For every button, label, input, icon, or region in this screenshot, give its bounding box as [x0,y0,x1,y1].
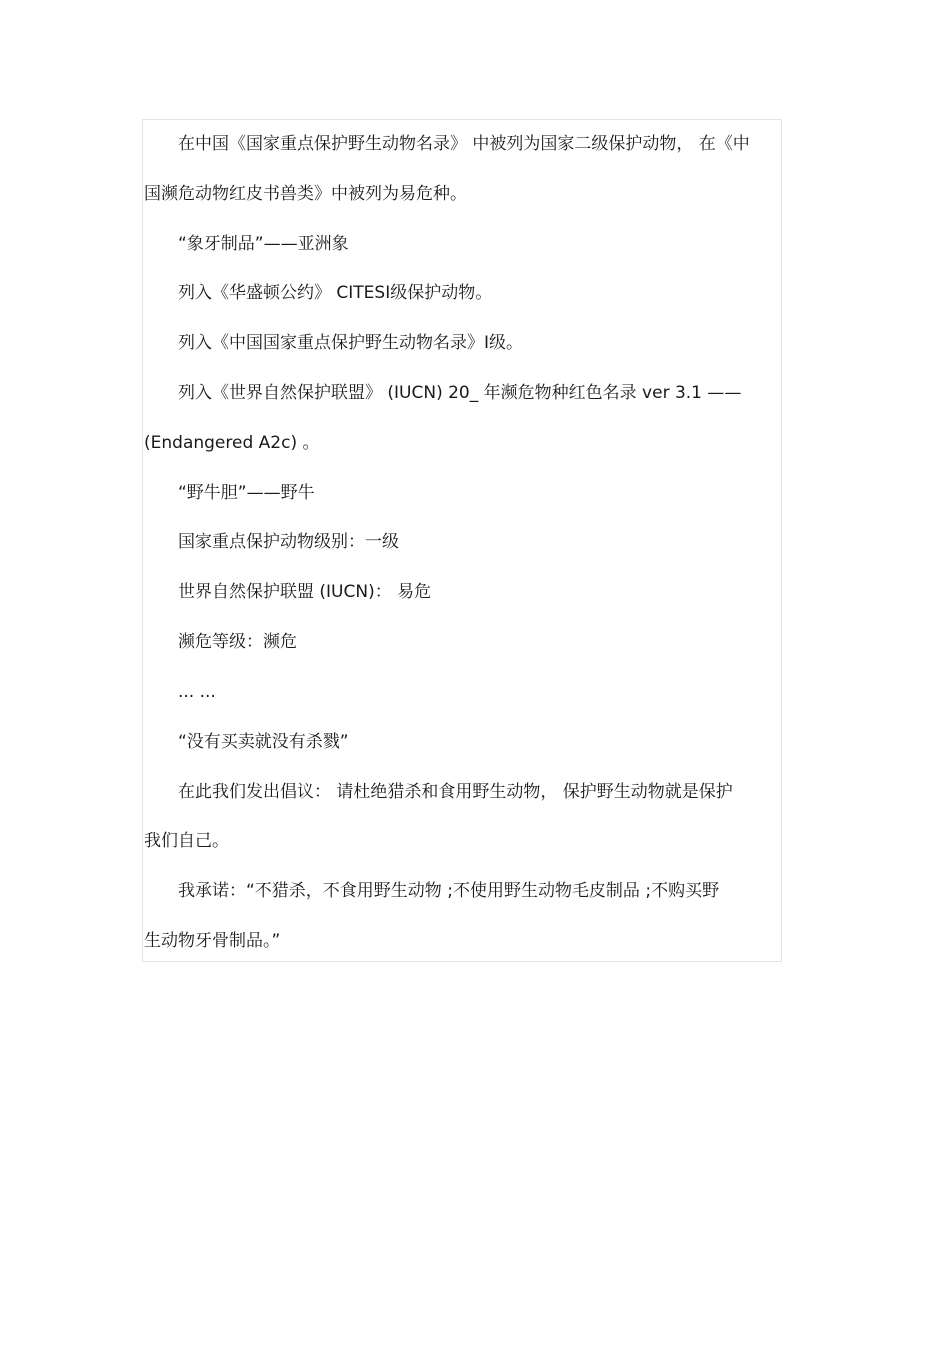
paragraph-line: (Endangered A2c) 。 [144,433,320,453]
paragraph-line: 世界自然保护联盟 (IUCN)： 易危 [178,582,432,602]
paragraph-line: 我承诺：“不猎杀，不食用野生动物 ;不使用野生动物毛皮制品 ;不购买野 [178,881,720,901]
paragraph-line: 我们自己。 [144,831,229,851]
paragraph-line: 在中国《国家重点保护野生动物名录》 中被列为国家二级保护动物， 在《中 [178,134,750,154]
paragraph-line: 濒危等级：濒危 [178,632,297,652]
paragraph-line: 列入《世界自然保护联盟》 (IUCN) 20_ 年濒危物种红色名录 ver 3.1 —— [178,383,742,403]
paragraph-line: 国濒危动物红皮书兽类》中被列为易危种。 [144,184,467,204]
paragraph-line: 列入《中国国家重点保护野生动物名录》Ⅰ级。 [178,333,524,353]
paragraph-line: ... ... [178,682,216,702]
paragraph-line: 生动物牙骨制品。” [144,931,281,951]
paragraph-line: 国家重点保护动物级别：一级 [178,532,399,552]
paragraph-line: “象牙制品”——亚洲象 [178,234,349,254]
paragraph-line: 列入《华盛顿公约》 CITESⅠ级保护动物。 [178,283,493,303]
paragraph-line: “没有买卖就没有杀戮” [178,732,349,752]
paragraph-line: 在此我们发出倡议： 请杜绝猎杀和食用野生动物， 保护野生动物就是保护 [178,782,733,802]
paragraph-line: “野牛胆”——野牛 [178,483,315,503]
